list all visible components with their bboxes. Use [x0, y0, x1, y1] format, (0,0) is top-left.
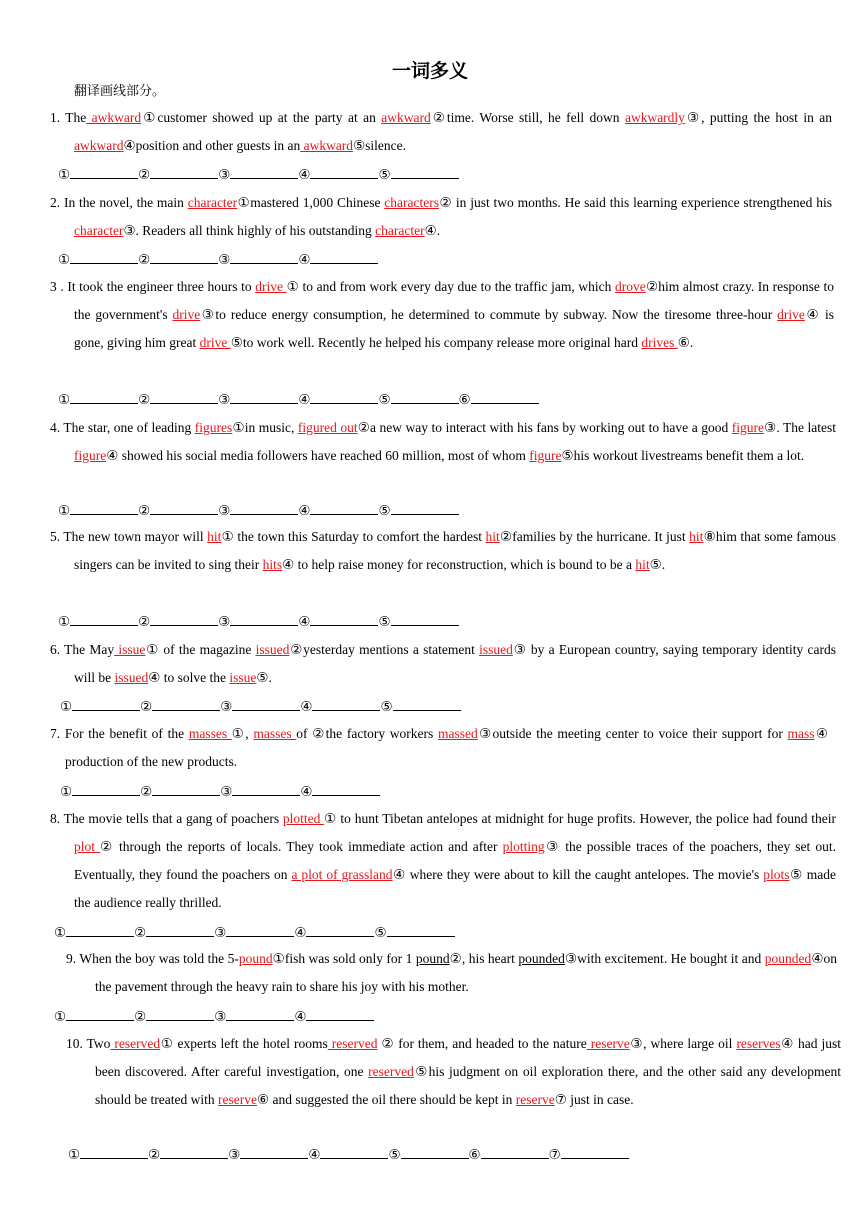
answer-number: ② — [148, 1147, 161, 1162]
answer-number: ① — [58, 503, 71, 518]
highlighted-word: issued — [255, 642, 290, 657]
answer-blank[interactable] — [310, 502, 378, 515]
highlighted-word: pound — [238, 951, 273, 966]
highlighted-word: awkward — [74, 138, 124, 153]
answer-blanks-4 — [58, 502, 459, 519]
highlighted-word: awkward — [300, 138, 354, 153]
question-2 — [50, 189, 832, 245]
sentence-text: ④ where they were about to kill the caught antelopes. The movie's — [392, 867, 764, 882]
sentence-text: ② for them, and headed to the nature — [377, 1036, 587, 1051]
answer-number: ④ — [294, 925, 307, 940]
answer-number: ① — [58, 167, 71, 182]
answer-blank[interactable] — [72, 783, 140, 796]
answer-number: ⑥ — [458, 392, 471, 407]
sentence-text: ③. The latest — [763, 420, 837, 435]
sentence-text: ⑧him that some famous singers can be invited to sing their — [74, 529, 836, 572]
answer-blank[interactable] — [146, 1008, 214, 1021]
answer-number: ⑤ — [378, 167, 391, 182]
highlighted-word: hits — [262, 557, 283, 572]
highlighted-word: drive — [255, 279, 287, 294]
answer-blank[interactable] — [146, 924, 214, 937]
sentence-text: ③. Readers all think highly of his outstanding — [123, 223, 376, 238]
highlighted-word: figure — [74, 448, 107, 463]
answer-blanks-7 — [60, 783, 380, 800]
answer-blank[interactable] — [391, 166, 459, 179]
sentence-text: ①customer showed up at the party at an — [141, 110, 382, 125]
answer-blank[interactable] — [72, 698, 140, 711]
answer-blank[interactable] — [232, 698, 300, 711]
answer-number: ⑤ — [378, 392, 391, 407]
answer-blank[interactable] — [240, 1146, 308, 1159]
answer-number: ② — [140, 699, 153, 714]
answer-blank[interactable] — [320, 1146, 388, 1159]
answer-blank[interactable] — [152, 783, 220, 796]
sentence-text: ③with excitement. He bought it and — [564, 951, 765, 966]
sentence-text: ③, putting the host in an — [684, 110, 832, 125]
answer-blank[interactable] — [230, 166, 298, 179]
sentence-text: ⑤. — [649, 557, 666, 572]
sentence-text: 3 . It took the engineer three hours to — [50, 279, 256, 294]
highlighted-word: masses — [253, 726, 297, 741]
highlighted-word: awkwardly — [624, 110, 685, 125]
answer-number: ④ — [308, 1147, 321, 1162]
answer-blank[interactable] — [401, 1146, 469, 1159]
highlighted-word: figures — [194, 420, 233, 435]
answer-blank[interactable] — [471, 391, 539, 404]
answer-blank[interactable] — [393, 698, 461, 711]
highlighted-word: character — [375, 223, 425, 238]
highlighted-word: mass — [787, 726, 815, 741]
answer-number: ① — [60, 784, 73, 799]
answer-blank[interactable] — [70, 613, 138, 626]
answer-blank[interactable] — [150, 251, 218, 264]
sentence-text: ① to hunt Tibetan antelopes at midnight for huge profits. However, the police had found their — [324, 811, 837, 826]
highlighted-word: drive — [199, 335, 231, 350]
sentence-text: ④ had just been discovered. After careful investigation, one — [95, 1036, 842, 1079]
highlighted-word: reserve — [515, 1092, 555, 1107]
sentence-text: ③outside the meeting center to voice their support for — [477, 726, 788, 741]
answer-blank[interactable] — [152, 698, 220, 711]
highlighted-word: awkward — [86, 110, 142, 125]
highlighted-word: a plot of grassland — [291, 867, 393, 882]
answer-blank[interactable] — [232, 783, 300, 796]
answer-number: ③ — [218, 252, 231, 267]
highlighted-word: reserved — [368, 1064, 414, 1079]
answer-number: ⑤ — [388, 1147, 401, 1162]
question-9 — [66, 945, 837, 1001]
answer-blank[interactable] — [66, 924, 134, 937]
answer-number: ① — [58, 614, 71, 629]
sentence-text: ②him almost crazy. In response to the government's — [74, 279, 834, 322]
answer-number: ④ — [298, 503, 311, 518]
sentence-text: ② through the reports of locals. They took immediate action and after — [100, 839, 503, 854]
sentence-text: ①in music, — [232, 420, 298, 435]
sentence-text: ② in just two months. He said this learning experience strengthened his — [439, 195, 832, 210]
answer-number: ⑥ — [468, 1147, 481, 1162]
answer-number: ④ — [298, 614, 311, 629]
answer-number: ② — [134, 1009, 147, 1024]
answer-blanks-5 — [58, 613, 459, 630]
page-title: 一词多义 — [391, 60, 468, 82]
answer-blank[interactable] — [230, 613, 298, 626]
answer-number: ④ — [300, 699, 313, 714]
answer-blank[interactable] — [387, 924, 455, 937]
sentence-text: ④ production of the new products. — [65, 726, 828, 769]
sentence-text: 6. The May — [50, 642, 115, 657]
highlighted-word: hit — [485, 529, 500, 544]
highlighted-word: pounded — [764, 951, 812, 966]
highlighted-word: reserve — [586, 1036, 630, 1051]
highlighted-word: character — [187, 195, 238, 210]
answer-number: ⑤ — [380, 699, 393, 714]
sentence-text: 2. In the novel, the main — [50, 195, 188, 210]
answer-blank[interactable] — [150, 166, 218, 179]
answer-number: ① — [58, 252, 71, 267]
highlighted-word: reserves — [736, 1036, 781, 1051]
answer-number: ② — [138, 503, 151, 518]
highlighted-word: characters — [384, 195, 440, 210]
sentence-text: 8. The movie tells that a gang of poachers — [50, 811, 283, 826]
sentence-text: of ②the factory workers — [296, 726, 438, 741]
sentence-text: ④ is gone, giving him great — [74, 307, 834, 350]
sentence-text: 5. The new town mayor will — [50, 529, 208, 544]
answer-blank[interactable] — [150, 613, 218, 626]
highlighted-word: issue — [114, 642, 146, 657]
answer-blank[interactable] — [70, 251, 138, 264]
answer-number: ⑤ — [378, 503, 391, 518]
answer-blank[interactable] — [66, 1008, 134, 1021]
sentence-text: ⑤. — [256, 670, 272, 685]
answer-number: ② — [140, 784, 153, 799]
sentence-text: ②yesterday mentions a statement — [289, 642, 480, 657]
sentence-text: 1. The — [50, 110, 87, 125]
answer-number: ③ — [214, 925, 227, 940]
answer-blanks-2 — [58, 251, 378, 268]
answer-blank[interactable] — [160, 1146, 228, 1159]
answer-number: ② — [138, 392, 151, 407]
answer-number: ④ — [298, 167, 311, 182]
sentence-text: ①, — [231, 726, 254, 741]
highlighted-word: hit — [207, 529, 222, 544]
highlighted-word: massed — [438, 726, 478, 741]
answer-number: ④ — [300, 784, 313, 799]
answer-number: ② — [134, 925, 147, 940]
highlighted-word: drove — [614, 279, 646, 294]
sentence-text: ⑥. — [677, 335, 694, 350]
sentence-text: ①fish was sold only for 1 — [272, 951, 416, 966]
answer-blank[interactable] — [561, 1146, 629, 1159]
answer-blank[interactable] — [306, 924, 374, 937]
answer-number: ① — [60, 699, 73, 714]
answer-blank[interactable] — [391, 613, 459, 626]
answer-blank[interactable] — [226, 1008, 294, 1021]
highlighted-word: drive — [172, 307, 201, 322]
answer-blank[interactable] — [150, 502, 218, 515]
answer-number: ⑤ — [378, 614, 391, 629]
question-7 — [50, 720, 828, 776]
sentence-text: ⑤his workout livestreams benefit them a lot. — [561, 448, 805, 463]
sentence-text: ⑤his judgment on oil exploration there, and the other said any development should be treated with — [95, 1064, 841, 1107]
answer-number: ③ — [214, 1009, 227, 1024]
highlighted-word: plots — [763, 867, 790, 882]
highlighted-word: figured out — [297, 420, 358, 435]
highlighted-word: masses — [188, 726, 232, 741]
sentence-text: ④ to solve the — [148, 670, 230, 685]
answer-blanks-1 — [58, 166, 459, 183]
answer-number: ③ — [220, 699, 233, 714]
highlighted-word: issued — [479, 642, 513, 657]
highlighted-word: figure — [529, 448, 562, 463]
sentence-text: ③ the possible traces of the poachers, they set out. Eventually, they found the poachers on — [74, 839, 836, 882]
highlighted-word: issued — [114, 670, 149, 685]
answer-blank[interactable] — [80, 1146, 148, 1159]
answer-number: ③ — [218, 614, 231, 629]
question-1 — [50, 104, 832, 160]
sentence-text: 10. Two — [66, 1036, 111, 1051]
answer-blank[interactable] — [226, 924, 294, 937]
answer-number: ③ — [218, 392, 231, 407]
highlighted-word: plot — [74, 839, 101, 854]
underlined-word: pound — [415, 951, 450, 966]
answer-blanks-9 — [54, 1008, 374, 1025]
answer-number: ③ — [220, 784, 233, 799]
highlighted-word: reserved — [110, 1036, 161, 1051]
question-6 — [50, 636, 836, 692]
answer-blank[interactable] — [230, 391, 298, 404]
question-4 — [50, 414, 836, 470]
answer-blank[interactable] — [310, 166, 378, 179]
answer-number: ⑤ — [374, 925, 387, 940]
answer-blank[interactable] — [150, 391, 218, 404]
question-8 — [50, 805, 836, 917]
question-10 — [66, 1030, 841, 1114]
sentence-text: ③, where large oil — [629, 1036, 737, 1051]
sentence-text: 7. For the benefit of the — [50, 726, 189, 741]
sentence-text: 9. When the boy was told the 5- — [66, 951, 239, 966]
sentence-text: ① the town this Saturday to comfort the hardest — [221, 529, 486, 544]
sentence-text: ④position and other guests in an — [123, 138, 301, 153]
sentence-text: 4. The star, one of leading — [50, 420, 195, 435]
sentence-text: ⑦ just in case. — [554, 1092, 634, 1107]
sentence-text: ⑤ made the audience really thrilled. — [74, 867, 836, 910]
answer-number: ④ — [294, 1009, 307, 1024]
answer-number: ② — [138, 614, 151, 629]
answer-number: ③ — [218, 167, 231, 182]
answer-number: ② — [138, 167, 151, 182]
answer-blanks-6 — [60, 698, 461, 715]
highlighted-word: drives — [641, 335, 678, 350]
sentence-text: ③to reduce energy consumption, he determined to commute by subway. Now the tiresome three-hour — [200, 307, 778, 322]
sentence-text: ②a new way to interact with his fans by working out to have a good — [357, 420, 732, 435]
answer-blank[interactable] — [230, 502, 298, 515]
question-5 — [50, 523, 836, 579]
sentence-text: ④on the pavement through the heavy rain to share his joy with his mother. — [95, 951, 838, 994]
answer-blank[interactable] — [391, 391, 459, 404]
answer-blank[interactable] — [391, 502, 459, 515]
highlighted-word: hit — [689, 529, 704, 544]
sentence-text: ②time. Worse still, he fell down — [430, 110, 625, 125]
answer-blank[interactable] — [70, 166, 138, 179]
highlighted-word: character — [74, 223, 124, 238]
sentence-text: ④ to help raise money for reconstruction, which is bound to be a — [282, 557, 636, 572]
highlighted-word: figure — [731, 420, 764, 435]
answer-blank[interactable] — [230, 251, 298, 264]
answer-number: ① — [54, 1009, 67, 1024]
highlighted-word: awkward — [381, 110, 431, 125]
question-3 — [50, 273, 834, 357]
highlighted-word: reserve — [217, 1092, 257, 1107]
answer-blank[interactable] — [310, 251, 378, 264]
answer-blank[interactable] — [312, 783, 380, 796]
answer-number: ① — [54, 925, 67, 940]
sentence-text: ① experts left the hotel rooms — [160, 1036, 328, 1051]
highlighted-word: drive — [777, 307, 805, 322]
sentence-text: ③ by a European country, saying temporary identity cards will be — [74, 642, 836, 685]
sentence-text: ①mastered 1,000 Chinese — [237, 195, 385, 210]
sentence-text: ⑤silence. — [353, 138, 407, 153]
sentence-text: ① of the magazine — [145, 642, 256, 657]
answer-number: ⑦ — [548, 1147, 561, 1162]
answer-number: ① — [68, 1147, 81, 1162]
highlighted-word: issue — [229, 670, 257, 685]
sentence-text: ⑥ and suggested the oil there should be kept in — [256, 1092, 516, 1107]
answer-blank[interactable] — [312, 698, 380, 711]
answer-blanks-3 — [58, 391, 539, 408]
highlighted-word: plotted — [282, 811, 325, 826]
answer-blank[interactable] — [70, 391, 138, 404]
instruction: 翻译画线部分。 — [74, 84, 166, 99]
answer-blanks-8 — [54, 924, 455, 941]
answer-blanks-10 — [68, 1146, 629, 1163]
answer-blank[interactable] — [310, 613, 378, 626]
answer-blank[interactable] — [310, 391, 378, 404]
answer-number: ④ — [298, 252, 311, 267]
sentence-text: ① to and from work every day due to the traffic jam, which — [286, 279, 615, 294]
answer-number: ④ — [298, 392, 311, 407]
answer-blank[interactable] — [481, 1146, 549, 1159]
underlined-word: pounded — [518, 951, 565, 966]
sentence-text: ②, his heart — [449, 951, 519, 966]
answer-number: ③ — [218, 503, 231, 518]
highlighted-word: reserved — [327, 1036, 378, 1051]
answer-number: ① — [58, 392, 71, 407]
answer-blank[interactable] — [70, 502, 138, 515]
answer-number: ③ — [228, 1147, 241, 1162]
sentence-text: ⑤to work well. Recently he helped his company release more original hard — [230, 335, 642, 350]
highlighted-word: hit — [635, 557, 650, 572]
highlighted-word: plotting — [502, 839, 545, 854]
answer-number: ② — [138, 252, 151, 267]
sentence-text: ④ showed his social media followers have reached 60 million, most of whom — [106, 448, 530, 463]
sentence-text: ②families by the hurricane. It just — [499, 529, 690, 544]
answer-blank[interactable] — [306, 1008, 374, 1021]
sentence-text: ④. — [424, 223, 441, 238]
